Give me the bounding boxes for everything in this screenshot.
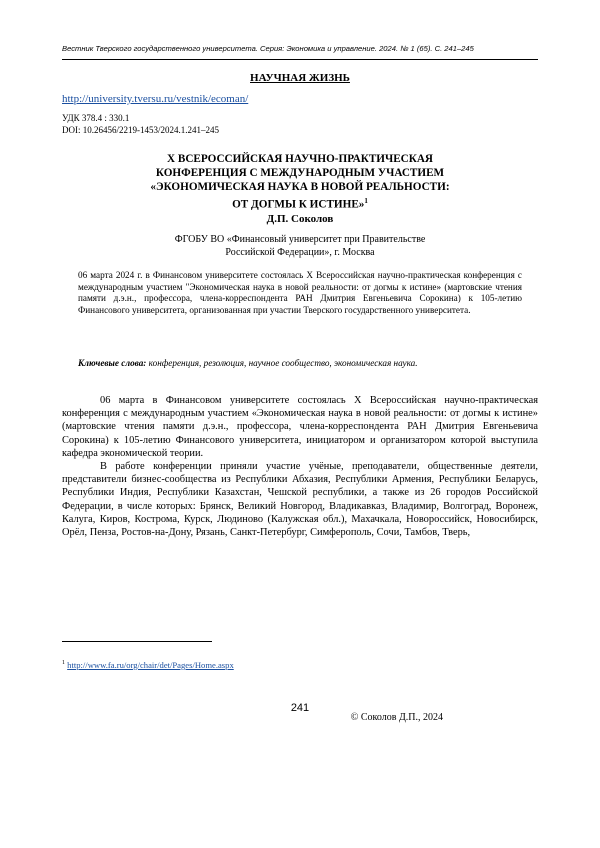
- footnote: [62, 660, 234, 670]
- keywords-label: Ключевые слова:: [78, 358, 147, 368]
- footnote-link[interactable]: http://www.fa.ru/org/chair/det/Pages/Home.aspx: [67, 660, 234, 670]
- copyright: © Соколов Д.П., 2024: [350, 712, 443, 723]
- keywords: [78, 358, 522, 370]
- article-body: [62, 394, 538, 539]
- title-line: [70, 194, 530, 212]
- udc-code: УДК 378.4 : 330.1: [62, 113, 130, 123]
- section-heading: НАУЧНАЯ ЖИЗНЬ: [250, 72, 350, 84]
- affiliation-line: ФГОБУ ВО «Финансовый университет при Правительстве: [174, 234, 426, 245]
- title-line: X ВСЕРОССИЙСКАЯ НАУЧНО-ПРАКТИЧЕСКАЯ: [166, 153, 434, 165]
- title-footnote-mark: 1: [364, 197, 368, 205]
- abstract: [78, 270, 522, 316]
- title-line-text: ОТ ДОГМЫ К ИСТИНЕ»: [232, 198, 365, 211]
- affiliation-line: Российской Федерации», г. Москва: [225, 247, 375, 258]
- footnote-divider: [62, 641, 212, 642]
- journal-link[interactable]: http://university.tversu.ru/vestnik/ecoman/: [62, 93, 249, 105]
- author-affiliation: [110, 233, 490, 259]
- running-head: Вестник Тверского государственного университета. Серия: Экономика и управление. 2024. № 1 (65). С. 241–245: [62, 44, 474, 53]
- article-title: [70, 152, 530, 212]
- body-paragraph: В работе конференции приняли участие учёные, преподаватели, общественные деятели, представители бизнес-сообщества из Республики Абхазия, Республики Армения, Республики Беларусь, Республики Индия, Республики Казахстан, Чешской республики, а также из 26 городов Российской Федерации, в числе которых: Брянск, Великий Новгород, Владикавказ, Владимир, Волгоград, Воронеж, Калуга, Киров, Кострома, Курск, Людиново (Калужская обл.), Махачкала, Новороссийск, Новосибирск, Орёл, Пенза, Ростов-на-Дону, Рязань, Санкт-Петербург, Симферополь, Сочи, Тамбов, Тверь,: [62, 461, 538, 539]
- body-paragraph: 06 марта в Финансовом университете состоялась X Всероссийская научно-практическая конференция с международным участием «Экономическая наука в новой реальности: от догмы к истине» (мартовские чтения памяти д.э.н., профессора, члена-корреспондента РАН Дмитрия Евгеньевича Сорокина) к 105-летию Финансового университета, инициатором и организатором которой выступила кафедра экономической теории.: [62, 395, 538, 459]
- author-name: Д.П. Соколов: [266, 213, 334, 225]
- page-number: 241: [290, 702, 310, 714]
- footnote-mark: 1: [62, 660, 65, 667]
- doi: DOI: 10.26456/2219-1453/2024.1.241–245: [62, 125, 219, 135]
- title-line: КОНФЕРЕНЦИЯ С МЕЖДУНАРОДНЫМ УЧАСТИЕМ: [155, 167, 445, 179]
- abstract-text: 06 марта 2024 г. в Финансовом университете состоялась X Всероссийская научно-практическая конференция с международным участием "Экономическая наука в новой реальности: от догмы к истине» (мартовские чтения памяти д.э.н., профессора, члена-корреспондента РАН Дмитрия Евгеньевича Сорокина) к 105-летию Финансового университета, организованная при участии Тверского государственного университета.: [78, 270, 522, 315]
- header-divider: [62, 59, 538, 60]
- title-line: «ЭКОНОМИЧЕСКАЯ НАУКА В НОВОЙ РЕАЛЬНОСТИ:: [150, 181, 450, 193]
- keywords-text: конференция, резолюция, научное сообщество, экономическая наука.: [148, 358, 418, 368]
